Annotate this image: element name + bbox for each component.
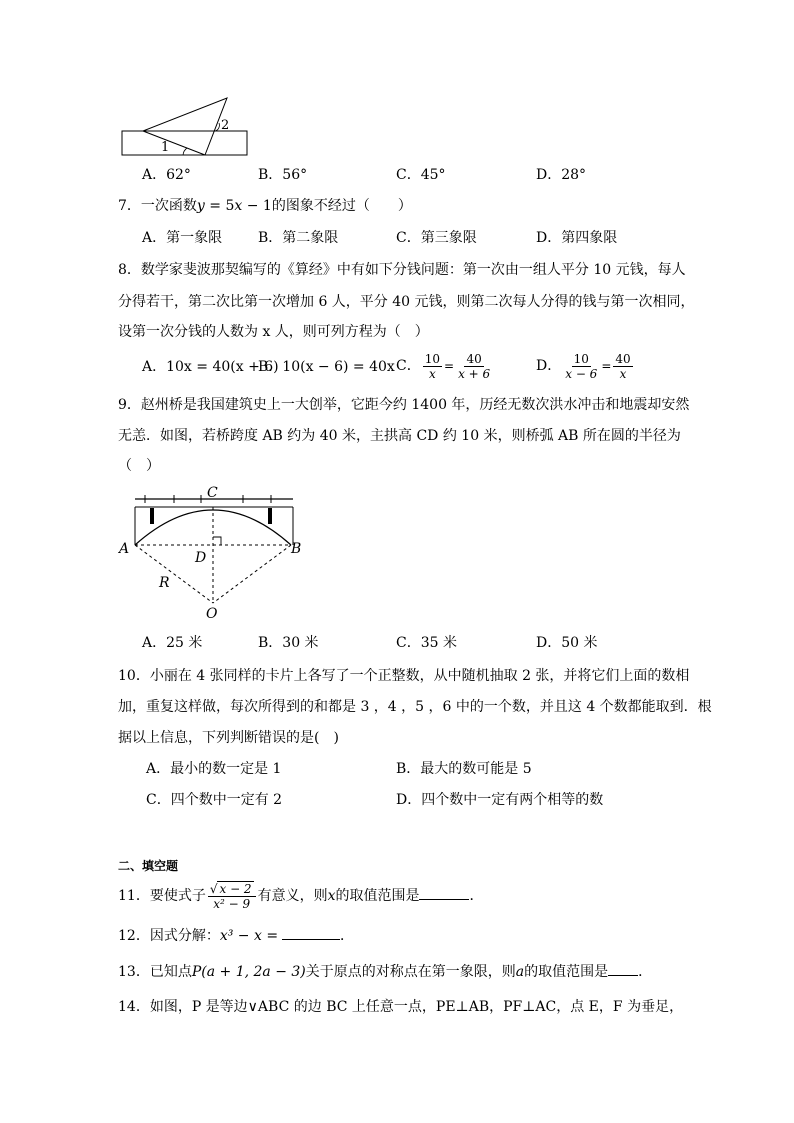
q9-option-d[interactable]: D．50 米 xyxy=(536,635,598,651)
q9-stem-line-3: （ ） xyxy=(118,458,160,474)
q8-d-frac-left: $\frac{10}{x - 6}$ xyxy=(565,351,598,381)
q10-option-a[interactable]: A．最小的数一定是 1 xyxy=(146,761,282,777)
q9-point-o: O xyxy=(206,606,218,622)
q9-point-b: B xyxy=(291,541,302,557)
q9-option-b[interactable]: B．30 米 xyxy=(258,635,319,651)
q8-option-c[interactable]: C． $\frac{10}{x}$ = $\frac{40}{x + 6}$ xyxy=(396,351,491,381)
q8-c-frac-right: $\frac{40}{x + 6}$ xyxy=(458,351,491,381)
q9-point-c: C xyxy=(207,485,218,501)
q7-option-d[interactable]: D．第四象限 xyxy=(536,230,618,246)
q6-option-b[interactable]: B．56° xyxy=(258,167,308,183)
q11-stem: 11．要使式子 $\frac{√ x - 2}{\text{x² − 9}}$ 有意义，则x的取值范围是 ． xyxy=(118,881,484,911)
q11-answer-blank[interactable] xyxy=(419,885,469,900)
q10-option-c[interactable]: C．四个数中一定有 2 xyxy=(146,792,283,808)
q6-option-c[interactable]: C．45° xyxy=(396,167,446,183)
q6-option-a[interactable]: A．62° xyxy=(142,167,191,183)
q11-fraction: $\frac{√ x - 2}{\text{x² − 9}}$ xyxy=(208,882,256,911)
q8-d-frac-right: $\frac{40}{x}$ xyxy=(615,351,631,381)
q8-option-b[interactable]: B．10(x − 6) = 40x xyxy=(258,359,395,375)
q9-bridge-figure xyxy=(115,485,315,625)
q10-stem-line-2: 加，重复这样做，每次所得到的和都是 3 ，4 ，5 ，6 中的一个数，并且这 4 个数都能取到．根 xyxy=(118,699,712,715)
q7-option-c[interactable]: C．第三象限 xyxy=(396,230,477,246)
q7-option-a[interactable]: A．第一象限 xyxy=(142,230,223,246)
q10-stem-line-3: 据以上信息，下列判断错误的是( ) xyxy=(118,730,339,746)
q12-stem: 12．因式分解：x³ − x = ． xyxy=(118,925,354,945)
q8-option-d[interactable]: D． $\frac{10}{x - 6}$ = $\frac{40}{x}$ xyxy=(536,351,631,381)
q9-point-d: D xyxy=(195,550,207,566)
q9-stem-line-1: 9．赵州桥是我国建筑史上一大创举，它距今约 1400 年，历经无数次洪水冲击和地震却安然 xyxy=(118,397,690,413)
q13-stem: 13．已知点P(a + 1, 2a − 3)关于原点的对称点在第一象限，则a的取值范围是 ． xyxy=(118,961,652,981)
q6-figure xyxy=(115,95,255,157)
q8-stem-line-3: 设第一次分钱的人数为 x 人，则可列方程为（ ） xyxy=(118,324,429,340)
q13-answer-blank[interactable] xyxy=(608,961,638,976)
q9-option-c[interactable]: C．35 米 xyxy=(396,635,457,651)
q9-point-a: A xyxy=(119,541,130,557)
q7-option-b[interactable]: B．第二象限 xyxy=(258,230,339,246)
q9-option-a[interactable]: A．25 米 xyxy=(142,635,203,651)
q6-angle-1-label: 1 xyxy=(161,140,170,155)
q10-option-b[interactable]: B．最大的数可能是 5 xyxy=(396,761,532,777)
q8-option-a[interactable]: A．10x = 40(x + 6) xyxy=(142,359,279,375)
q6-angle-2-label: 2 xyxy=(221,118,230,133)
section-title-fill-in: 二、填空题 xyxy=(118,859,179,873)
q7-stem: 7．一次函数y = 5x − 1的图象不经过（ ） xyxy=(118,198,412,214)
q12-answer-blank[interactable] xyxy=(282,925,340,940)
q14-stem: 14．如图，P 是等边∨ABC 的边 BC 上任意一点，PE⊥AB，PF⊥AC，点 E，F 为垂足， xyxy=(118,999,684,1015)
q9-point-r: R xyxy=(159,575,170,591)
q10-stem-line-1: 10．小丽在 4 张同样的卡片上各写了一个正整数，从中随机抽取 2 张，并将它们上面的数相 xyxy=(118,668,690,684)
q9-stem-line-2: 无恙．如图，若桥跨度 AB 约为 40 米，主拱高 CD 约 10 米，则桥弧 AB 所在圆的半径为 xyxy=(118,428,681,444)
q8-c-frac-left: $\frac{10}{x}$ xyxy=(424,351,440,381)
q8-stem-line-2: 分得若干，第二次比第一次增加 6 人，平分 40 元钱，则第二次每人分得的钱与第一次相同， xyxy=(118,294,695,310)
q10-option-d[interactable]: D．四个数中一定有两个相等的数 xyxy=(396,792,604,808)
q8-stem-line-1: 8．数学家斐波那契编写的《算经》中有如下分钱问题：第一次由一组人平分 10 元钱，每人 xyxy=(118,262,686,278)
q6-option-d[interactable]: D．28° xyxy=(536,167,587,183)
